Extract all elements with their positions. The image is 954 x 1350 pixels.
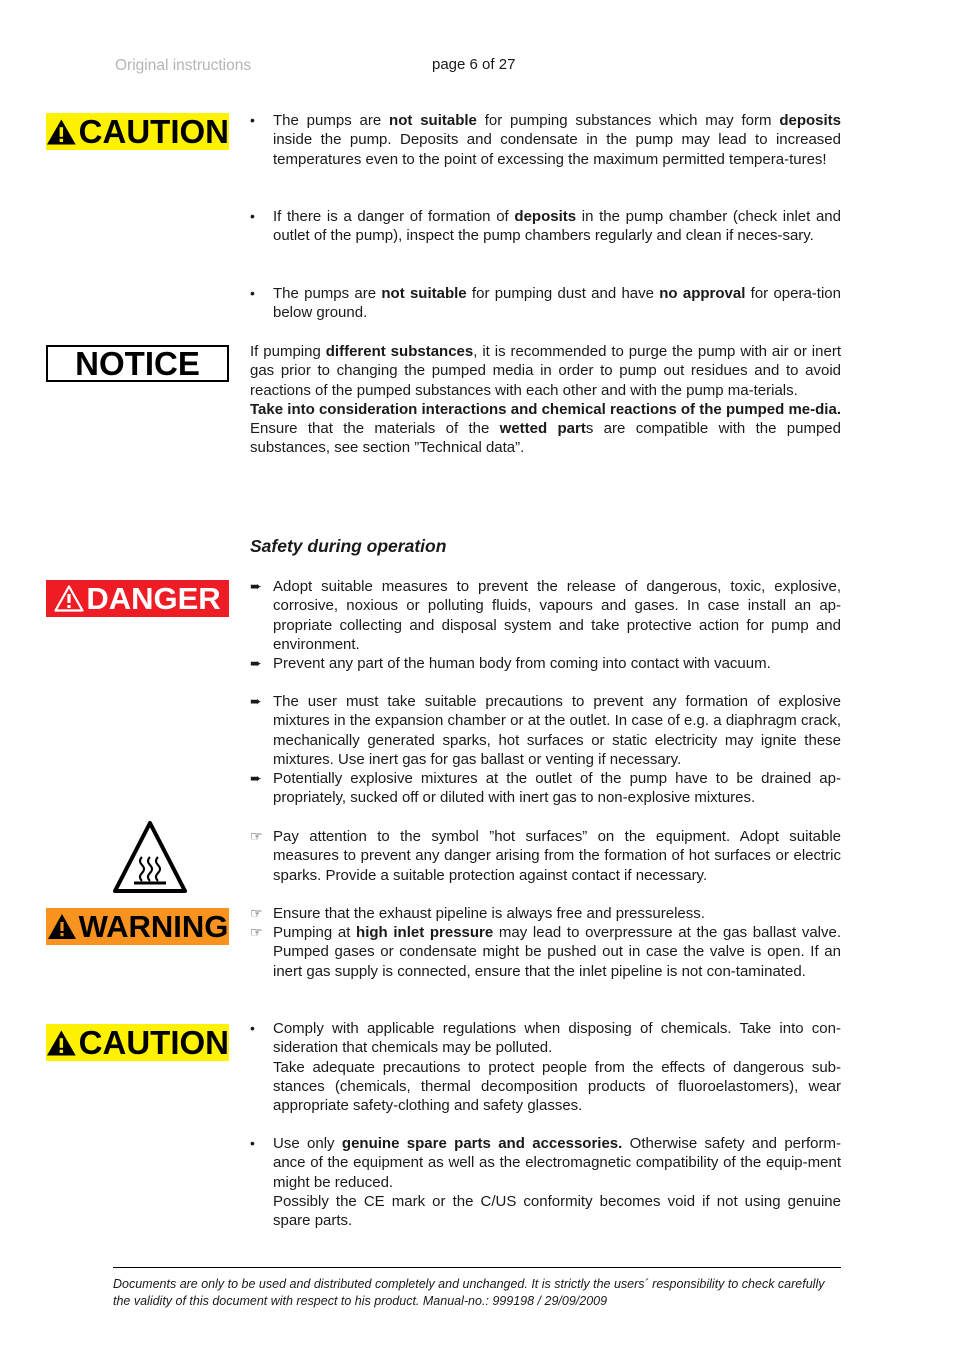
danger-label [46,580,229,617]
warning-triangle-icon [47,913,77,940]
bullet-icon: • [250,1020,255,1036]
list-item: ☞ Pumping at high inlet pressure may lead to overpressure at the gas ballast valve. Pumped gases or condensate might be pushed out in case the valve is open. If an inert gas supply is connected, ensure that the inlet pipeline is not con-taminated. [250,924,842,980]
hot-surface-icon [112,819,188,895]
footer-line-1: Documents are only to be used and distributed completely and unchanged. It is strictly the users´ responsibility to check carefully [113,1277,825,1291]
list-item: ☞ Ensure that the exhaust pipeline is always free and pressureless. [250,905,705,922]
hand-pointer-icon: ☞ [250,905,263,921]
bullet-icon: • [250,208,255,224]
arrow-icon: ➨ [250,770,262,786]
bullet-icon: • [250,285,255,301]
header-page-number: page 6 of 27 [432,56,516,73]
warning-label [46,908,229,945]
list-item: • Use only genuine spare parts and accessories. Otherwise safety and perform-ance of the equipment as well as the electromagnetic compatibility of the equip-ment might be reduced. Possibly the CE mark or the C/US conformity becomes void if not using genuine spare parts. [250,1135,841,1230]
notice-text-block: If pumping different substances, it is recommended to purge the pump with air or inert gas prior to changing the pumped media in order to pump out residues and to avoid reactions of the pumped substances with each other and with the pump ma-terials. Take into consideration interactions and chemical reactions of the pumped me-dia. Ensure that the materials of the wetted parts are compatible with the pumped substances, see section ”Technical data”. [250,343,841,457]
footer-line-2: the validity of this document with respect to his product. Manual-no.: 999198 / 29/09/2009 [113,1293,608,1308]
bullet-icon: • [250,112,255,128]
arrow-icon: ➨ [250,578,262,594]
caution-text: CAUTION [78,112,229,150]
header-document-type: Original instructions [115,57,252,74]
caution-text: CAUTION [78,1023,229,1061]
bullet-icon: • [250,1135,255,1151]
list-item: ☞ Pay attention to the symbol ”hot surfaces” on the equipment. Adopt suitable measures to prevent any danger arising from the formation of hot surfaces or electric sparks. Provide a suitable protection against contact if necessary. [250,828,841,884]
hand-pointer-icon: ☞ [250,924,263,940]
list-item: • Comply with applicable regulations when disposing of chemicals. Take into con-sideration that chemicals may be polluted. Take adequate precautions to protect people from the effects of dangerous sub-stances (chemicals, thermal decomposition products of fluoroelastomers), wear appropriate safety-clothing and safety glasses. [250,1020,841,1115]
arrow-icon: ➨ [250,693,262,709]
warning-triangle-icon [46,1029,77,1057]
section-title: Safety during operation [250,536,447,556]
footer-disclaimer [113,1276,841,1309]
arrow-icon: ➨ [250,655,262,671]
list-item: ➨ Prevent any part of the human body from coming into contact with vacuum. [250,655,771,672]
list-item: • The pumps are not suitable for pumping substances which may form deposits inside the pump. Deposits and condensate in the pump may lead to increased temperatures even to the point of excessing the maximum permitted tempera-tures! [250,112,841,168]
warning-triangle-icon [46,118,77,146]
list-item: • The pumps are not suitable for pumping dust and have no approval for opera-tion below ground. [250,285,841,322]
danger-text: DANGER [86,580,221,616]
footer-divider [113,1267,841,1268]
caution-label [46,113,229,150]
list-item: • If there is a danger of formation of deposits in the pump chamber (check inlet and outlet of the pump), inspect the pump chambers regularly and clean if neces-sary. [250,208,841,245]
list-item: ➨ The user must take suitable precautions to prevent any formation of explosive mixtures in the expansion chamber or at the outlet. In case of e.g. a diaphragm crack, mechanically generated sparks, hot surfaces or static electricity may ignite these mixtures. Use inert gas for gas ballast or venting if necessary. [250,693,841,768]
list-item: ➨ Adopt suitable measures to prevent the release of dangerous, toxic, explosive, corrosive, noxious or polluting fluids, vapours and gases. In case install an ap-propriate collecting and disposal system and take protective action for pump and environment. [250,578,841,653]
hand-pointer-icon: ☞ [250,828,263,844]
warning-text: WARNING [78,908,229,944]
list-item: ➨ Potentially explosive mixtures at the outlet of the pump have to be drained ap-propriately, sucked off or diluted with inert gas to non-explosive mixtures. [250,770,841,807]
warning-triangle-icon [54,585,84,612]
notice-text: NOTICE [75,344,200,382]
caution-label [46,1024,229,1061]
notice-label [46,345,229,382]
